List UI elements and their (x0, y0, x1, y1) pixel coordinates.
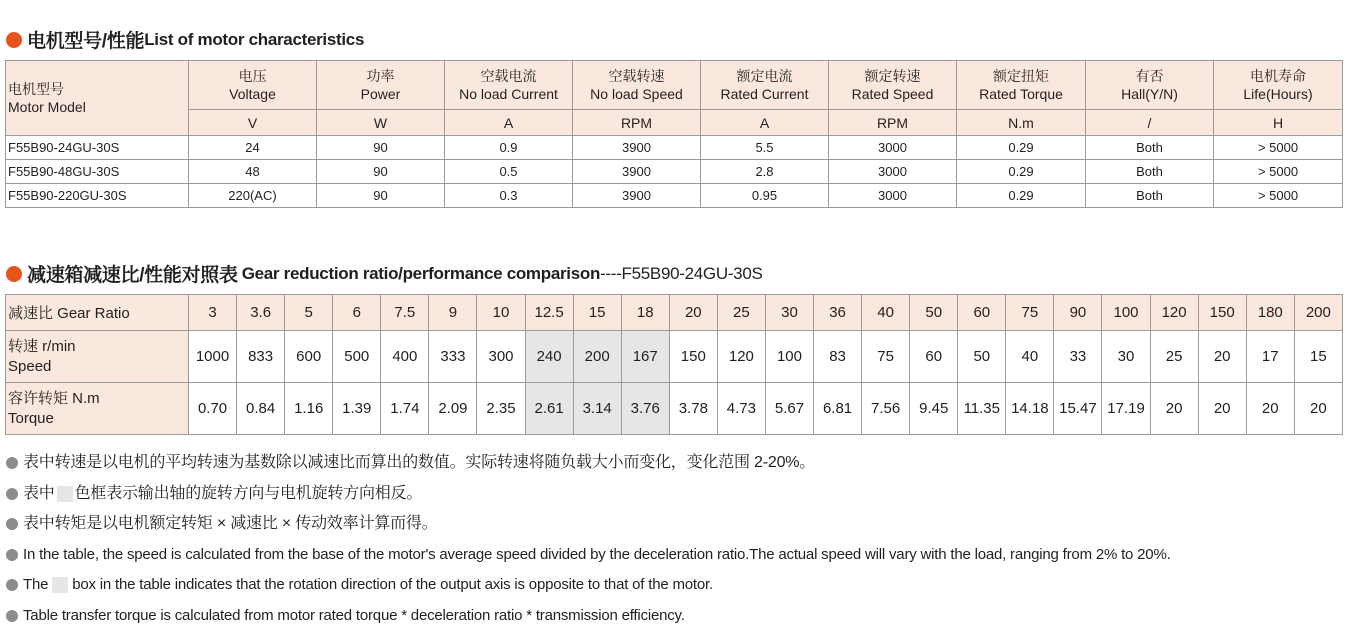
speed-row (6, 331, 1343, 383)
table-cell: 90 (317, 184, 445, 208)
note-item (6, 540, 1342, 571)
torque-label-line2: Torque (8, 409, 54, 427)
gear-ratio-cell: 7.5 (381, 295, 429, 331)
column-header-en: Hall(Y/N) (1121, 86, 1178, 102)
torque-label-line1: 容许转矩 N.m (8, 389, 100, 407)
torque-cell: 20 (1150, 383, 1198, 435)
torque-cell: 4.73 (717, 383, 765, 435)
gray-swatch-icon (57, 486, 73, 502)
gray-swatch-icon (52, 577, 68, 593)
section-title-gear-ratio (6, 260, 763, 287)
table-cell: 0.29 (957, 160, 1086, 184)
bullet-dot-icon (6, 32, 22, 48)
speed-cell: 300 (477, 331, 525, 383)
table-cell: > 5000 (1214, 160, 1343, 184)
unit-cell: A (701, 110, 829, 136)
column-header-en: Life(Hours) (1243, 86, 1313, 102)
section-title-motor-list (6, 26, 364, 53)
gear-ratio-cell: 25 (717, 295, 765, 331)
unit-cell: W (317, 110, 445, 136)
speed-cell: 15 (1294, 331, 1342, 383)
gear-ratio-cell: 5 (285, 295, 333, 331)
torque-cell: 14.18 (1006, 383, 1054, 435)
speed-label (6, 331, 189, 383)
table-cell: 5.5 (701, 136, 829, 160)
column-header-rated-torque (957, 61, 1086, 110)
bullet-dot-icon (6, 579, 18, 591)
column-header-rated-speed (829, 61, 957, 110)
table-cell: 48 (189, 160, 317, 184)
gear-ratio-cell: 40 (862, 295, 910, 331)
table-cell: 90 (317, 160, 445, 184)
speed-cell: 240 (525, 331, 573, 383)
torque-cell: 17.19 (1102, 383, 1150, 435)
torque-cell: 15.47 (1054, 383, 1102, 435)
gear-ratio-cell: 3 (189, 295, 237, 331)
bullet-dot-icon (6, 266, 22, 282)
speed-cell: 100 (765, 331, 813, 383)
gear-ratio-cell: 3.6 (237, 295, 285, 331)
torque-cell: 20 (1294, 383, 1342, 435)
table-row (6, 136, 1343, 160)
section-title-cn: 电机型号/性能 (27, 31, 145, 52)
gear-ratio-cell: 30 (765, 295, 813, 331)
bullet-dot-icon (6, 610, 18, 622)
speed-cell: 200 (573, 331, 621, 383)
speed-cell: 167 (621, 331, 669, 383)
table-cell: > 5000 (1214, 184, 1343, 208)
speed-cell: 20 (1198, 331, 1246, 383)
speed-cell: 150 (669, 331, 717, 383)
torque-cell: 3.14 (573, 383, 621, 435)
table-row (6, 160, 1343, 184)
section-title-suffix: ----F55B90-24GU-30S (600, 263, 763, 283)
speed-cell: 33 (1054, 331, 1102, 383)
column-header-cn: 空载电流 (480, 68, 537, 84)
gear-ratio-cell: 75 (1006, 295, 1054, 331)
torque-row (6, 383, 1343, 435)
note-text: box in the table indicates that the rotation direction of the output axis is opposite to that of the motor. (72, 576, 713, 593)
unit-cell: A (445, 110, 573, 136)
motor-model-header (6, 61, 189, 136)
torque-cell: 5.67 (765, 383, 813, 435)
table-cell: 0.3 (445, 184, 573, 208)
speed-cell: 40 (1006, 331, 1054, 383)
table-cell: F55B90-220GU-30S (6, 184, 189, 208)
unit-cell: H (1214, 110, 1343, 136)
note-item (6, 448, 1342, 479)
torque-cell: 3.78 (669, 383, 717, 435)
torque-cell: 0.70 (189, 383, 237, 435)
column-header-cn: 功率 (366, 68, 395, 84)
column-header-hall (1086, 61, 1214, 110)
speed-cell: 50 (958, 331, 1006, 383)
gear-ratio-cell: 18 (621, 295, 669, 331)
bullet-dot-icon (6, 518, 18, 530)
table-cell: 220(AC) (189, 184, 317, 208)
note-item (6, 509, 1342, 540)
section-title-en: List of motor characteristics (144, 29, 365, 49)
column-header-cn: 电压 (238, 68, 267, 84)
table-cell: F55B90-24GU-30S (6, 136, 189, 160)
gear-ratio-cell: 10 (477, 295, 525, 331)
torque-cell: 2.09 (429, 383, 477, 435)
column-header-en: Rated Speed (851, 86, 934, 102)
torque-cell: 20 (1198, 383, 1246, 435)
torque-cell: 20 (1246, 383, 1294, 435)
torque-cell: 11.35 (958, 383, 1006, 435)
table-cell: Both (1086, 136, 1214, 160)
gear-ratio-cell: 12.5 (525, 295, 573, 331)
table-cell: 3900 (573, 160, 701, 184)
speed-label-line1: 转速 r/min (8, 337, 76, 355)
table-cell: 0.95 (701, 184, 829, 208)
motor-model-header-en: Motor Model (8, 99, 86, 115)
section-title-cn: 减速箱减速比/性能对照表 (27, 265, 238, 286)
bullet-dot-icon (6, 457, 18, 469)
note-item (6, 601, 1342, 632)
column-header-rated-current (701, 61, 829, 110)
speed-label-line2: Speed (8, 357, 52, 375)
table-cell: 24 (189, 136, 317, 160)
column-header-cn: 有否 (1135, 68, 1164, 84)
speed-cell: 333 (429, 331, 477, 383)
motor-table-header-row (6, 61, 1343, 110)
table-cell: F55B90-48GU-30S (6, 160, 189, 184)
gear-ratio-cell: 200 (1294, 295, 1342, 331)
torque-cell: 1.74 (381, 383, 429, 435)
speed-cell: 1000 (189, 331, 237, 383)
torque-cell: 1.39 (333, 383, 381, 435)
table-cell: 3000 (829, 184, 957, 208)
table-cell: Both (1086, 184, 1214, 208)
table-cell: 2.8 (701, 160, 829, 184)
speed-cell: 600 (285, 331, 333, 383)
torque-cell: 6.81 (814, 383, 862, 435)
torque-cell: 9.45 (910, 383, 958, 435)
column-header-no-load-current (445, 61, 573, 110)
bullet-dot-icon (6, 549, 18, 561)
column-header-en: No load Speed (590, 86, 683, 102)
column-header-cn: 空载转速 (608, 68, 665, 84)
gear-ratio-cell: 150 (1198, 295, 1246, 331)
gear-ratio-cell: 6 (333, 295, 381, 331)
column-header-en: Voltage (229, 86, 276, 102)
table-cell: 0.29 (957, 184, 1086, 208)
table-cell: 0.9 (445, 136, 573, 160)
table-cell: 3900 (573, 184, 701, 208)
motor-table-unit-row (6, 110, 1343, 136)
gear-ratio-cell: 15 (573, 295, 621, 331)
note-item (6, 479, 1342, 510)
unit-cell: RPM (573, 110, 701, 136)
speed-cell: 60 (910, 331, 958, 383)
gear-ratio-cell: 60 (958, 295, 1006, 331)
gear-ratio-cell: 50 (910, 295, 958, 331)
column-header-cn: 额定转速 (864, 68, 921, 84)
note-text: The (23, 576, 49, 593)
torque-label (6, 383, 189, 435)
table-cell: 0.29 (957, 136, 1086, 160)
speed-cell: 120 (717, 331, 765, 383)
gear-ratio-table (5, 294, 1343, 435)
column-header-voltage (189, 61, 317, 110)
speed-cell: 500 (333, 331, 381, 383)
table-cell: 3000 (829, 136, 957, 160)
table-cell: 3000 (829, 160, 957, 184)
gear-ratio-row (6, 295, 1343, 331)
unit-cell: RPM (829, 110, 957, 136)
note-text: 表中转矩是以电机额定转矩 × 减速比 × 传动效率计算而得。 (23, 515, 438, 532)
table-row (6, 184, 1343, 208)
bullet-dot-icon (6, 488, 18, 500)
column-header-en: Rated Current (720, 86, 809, 102)
speed-cell: 83 (814, 331, 862, 383)
motor-model-header-cn: 电机型号 (8, 81, 64, 97)
column-header-no-load-speed (573, 61, 701, 110)
torque-cell: 7.56 (862, 383, 910, 435)
gear-ratio-cell: 90 (1054, 295, 1102, 331)
note-text: Table transfer torque is calculated from motor rated torque * deceleration ratio * transmission efficiency. (23, 606, 685, 624)
speed-cell: 833 (237, 331, 285, 383)
column-header-en: Rated Torque (979, 86, 1063, 102)
speed-cell: 17 (1246, 331, 1294, 383)
unit-cell: V (189, 110, 317, 136)
note-text: In the table, the speed is calculated from the base of the motor's average speed divided by the deceleration ratio.The actual speed will vary with the load, ranging from 2% to 20%. (23, 545, 1171, 563)
torque-cell: 2.61 (525, 383, 573, 435)
motor-characteristics-table (5, 60, 1343, 208)
gear-ratio-cell: 9 (429, 295, 477, 331)
speed-cell: 30 (1102, 331, 1150, 383)
column-header-cn: 额定电流 (736, 68, 793, 84)
column-header-cn: 额定扭矩 (993, 68, 1049, 84)
gear-ratio-cell: 100 (1102, 295, 1150, 331)
notes-list (6, 448, 1342, 631)
note-text: 表中转速是以电机的平均转速为基数除以减速比而算出的数值。实际转速将随负载大小而变化，变化范围 2-20%。 (23, 454, 816, 471)
note-text: 色框表示输出轴的旋转方向与电机旋转方向相反。 (74, 484, 423, 502)
column-header-en: No load Current (459, 86, 558, 102)
torque-cell: 2.35 (477, 383, 525, 435)
gear-ratio-label: 减速比 Gear Ratio (6, 295, 189, 331)
column-header-power (317, 61, 445, 110)
column-header-life (1214, 61, 1343, 110)
gear-ratio-cell: 20 (669, 295, 717, 331)
table-cell: 3900 (573, 136, 701, 160)
column-header-en: Power (360, 86, 401, 102)
table-cell: Both (1086, 160, 1214, 184)
table-cell: > 5000 (1214, 136, 1343, 160)
unit-cell: / (1086, 110, 1214, 136)
column-header-cn: 电机寿命 (1250, 68, 1306, 84)
torque-cell: 3.76 (621, 383, 669, 435)
gear-ratio-cell: 36 (814, 295, 862, 331)
torque-cell: 0.84 (237, 383, 285, 435)
torque-cell: 1.16 (285, 383, 333, 435)
speed-cell: 25 (1150, 331, 1198, 383)
gear-ratio-cell: 180 (1246, 295, 1294, 331)
table-cell: 90 (317, 136, 445, 160)
note-text: 表中 (23, 484, 55, 502)
unit-cell: N.m (957, 110, 1086, 136)
note-item (6, 570, 1342, 601)
speed-cell: 400 (381, 331, 429, 383)
speed-cell: 75 (862, 331, 910, 383)
table-cell: 0.5 (445, 160, 573, 184)
gear-ratio-cell: 120 (1150, 295, 1198, 331)
section-title-en: Gear reduction ratio/performance comparison (241, 263, 601, 283)
